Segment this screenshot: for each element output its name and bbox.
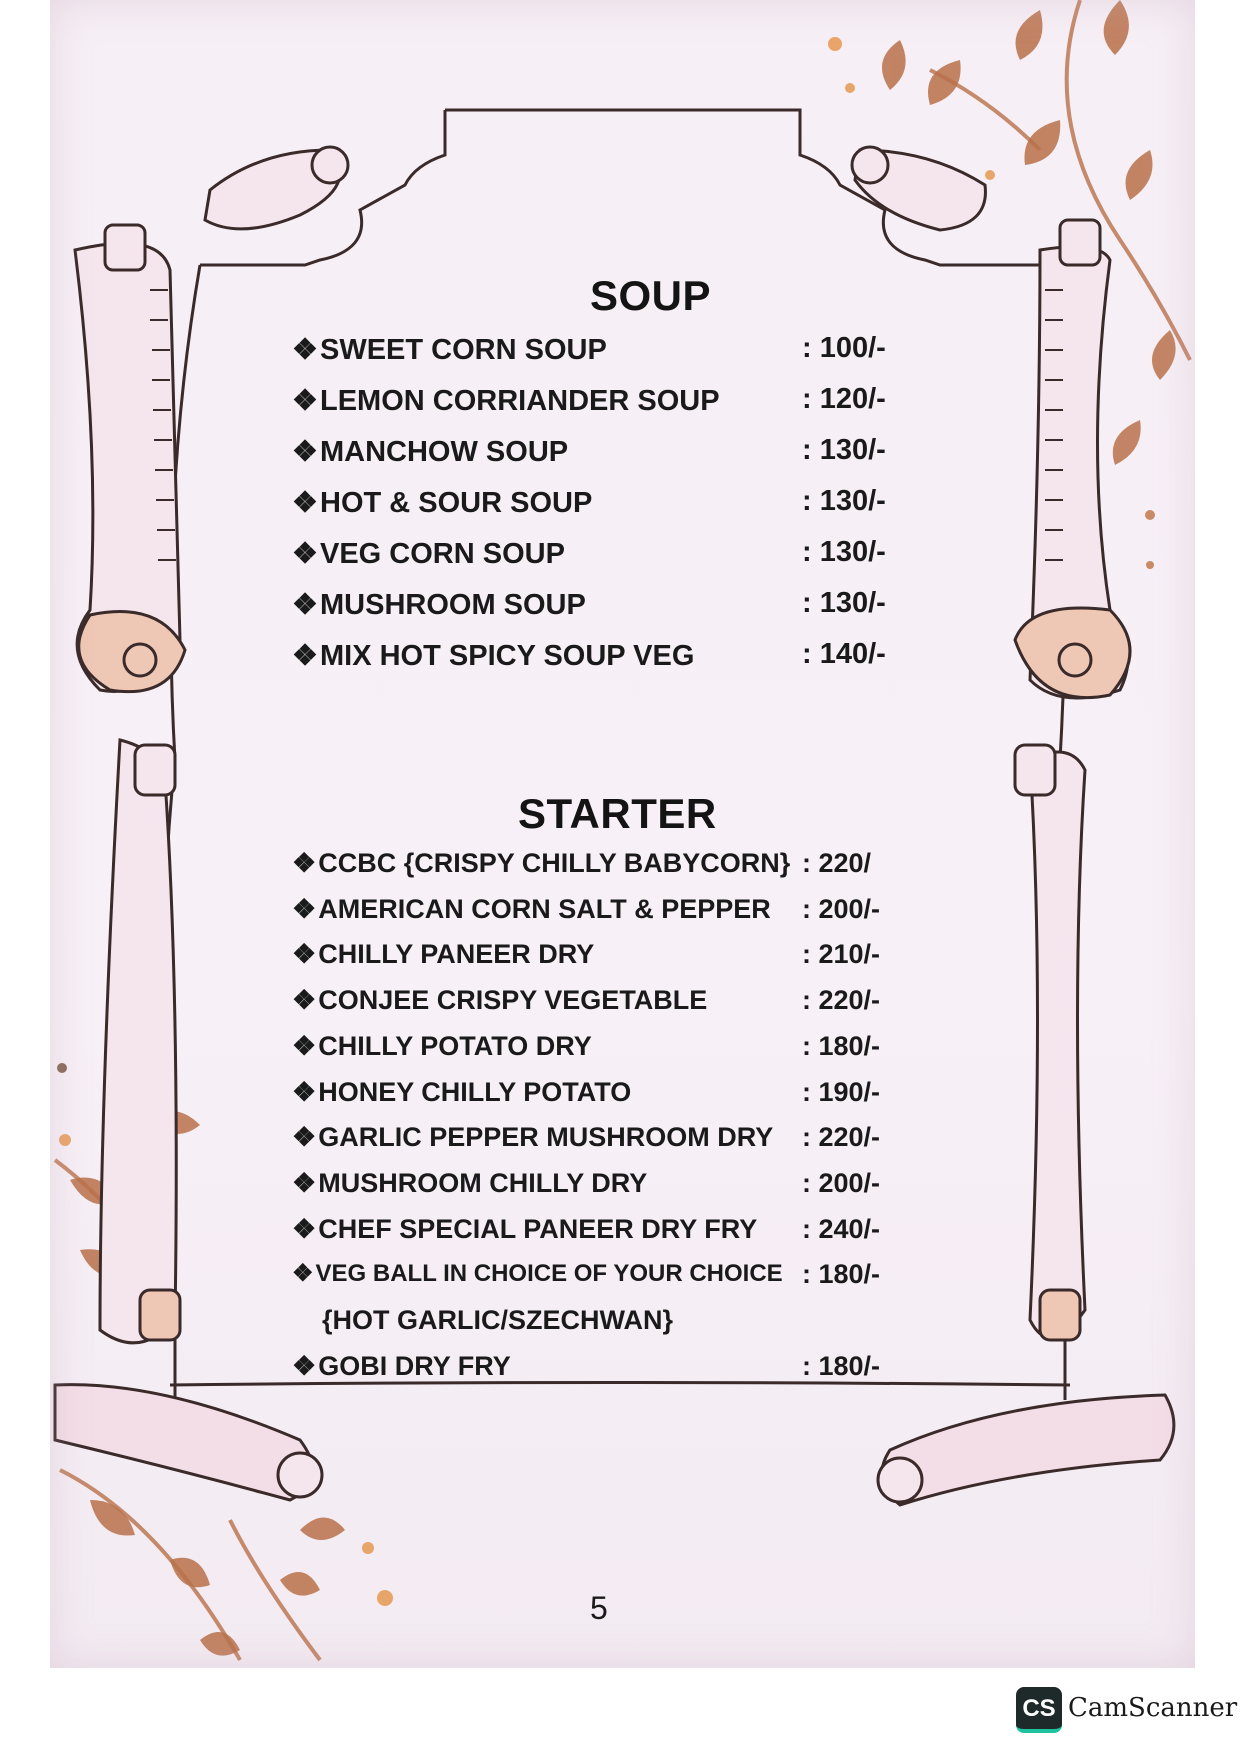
menu-item-price: : 210/-: [802, 939, 881, 970]
diamond-bullet-icon: ❖: [292, 985, 317, 1016]
starter-menu-item: [292, 894, 912, 934]
menu-item-price: : 180/-: [802, 1030, 881, 1061]
menu-item-name: [292, 1077, 631, 1108]
diamond-bullet-icon: ❖: [292, 1076, 317, 1107]
menu-item-name: [292, 485, 592, 520]
camscanner-brand: CamScanner: [1068, 1693, 1238, 1723]
diamond-bullet-icon: ❖: [292, 334, 318, 366]
menu-item-price: : 130/-: [802, 485, 886, 517]
starter-menu-item: [292, 1031, 912, 1071]
menu-item-label: MUSHROOM CHILLY DRY: [318, 1167, 648, 1198]
menu-item-name: [292, 1259, 783, 1288]
menu-item-price: : 200/-: [802, 1167, 881, 1198]
scroll-right-lower: [1015, 745, 1085, 1340]
menu-item-price: : 130/-: [802, 587, 886, 619]
starter-menu-item: [292, 1259, 912, 1299]
starter-menu-item: [292, 939, 912, 979]
camscanner-logo-icon: CS: [1016, 1687, 1062, 1733]
menu-item-price: : 180/-: [802, 1259, 881, 1290]
menu-item-name: [292, 848, 790, 879]
menu-item-label: SWEET CORN SOUP: [320, 334, 607, 366]
diamond-bullet-icon: ❖: [292, 1260, 314, 1288]
menu-item-label: GOBI DRY FRY: [318, 1350, 511, 1381]
diamond-bullet-icon: ❖: [292, 1122, 317, 1153]
starter-menu-item: [292, 1122, 912, 1162]
menu-item-label: HONEY CHILLY POTATO: [318, 1076, 632, 1107]
menu-item-label: CONJEE CRISPY VEGETABLE: [318, 985, 708, 1016]
menu-item-price: : 140/-: [802, 638, 886, 670]
soup-menu-item: [292, 332, 912, 372]
menu-item-name: [292, 1031, 592, 1062]
menu-item-label: VEG BALL IN CHOICE OF YOUR CHOICE: [315, 1260, 783, 1288]
menu-item-label: VEG CORN SOUP: [320, 538, 565, 570]
menu-item-price: : 240/-: [802, 1213, 881, 1244]
menu-item-label: AMERICAN CORN SALT & PEPPER: [318, 893, 771, 924]
menu-item-label: CHEF SPECIAL PANEER DRY FRY: [318, 1213, 758, 1244]
menu-item-name: [292, 536, 565, 571]
diamond-bullet-icon: ❖: [292, 538, 318, 570]
page-number: 5: [590, 1590, 608, 1626]
starter-menu-item: [292, 848, 912, 888]
soup-menu-item: [292, 536, 912, 576]
soup-menu-item: [292, 638, 912, 678]
soup-menu-item: [292, 434, 912, 474]
menu-item-price: : 100/-: [802, 332, 886, 364]
menu-item-label: LEMON CORRIANDER SOUP: [320, 385, 720, 417]
diamond-bullet-icon: ❖: [292, 385, 318, 417]
menu-item-label: CHILLY POTATO DRY: [318, 1030, 592, 1061]
menu-item-price: : 200/-: [802, 893, 881, 924]
menu-item-name: [292, 894, 771, 925]
menu-item-name: [292, 332, 607, 367]
scroll-left-lower: [100, 740, 180, 1343]
diamond-bullet-icon: ❖: [292, 1350, 317, 1381]
starter-heading: STARTER: [518, 790, 717, 837]
menu-item-name: [292, 434, 568, 469]
menu-item-name: [292, 1214, 757, 1245]
soup-menu-item: [292, 587, 912, 627]
menu-item-label: MIX HOT SPICY SOUP VEG: [320, 640, 695, 672]
menu-item-label: GARLIC PEPPER MUSHROOM DRY: [318, 1122, 774, 1153]
diamond-bullet-icon: ❖: [292, 436, 318, 468]
scroll-left-upper: [75, 225, 185, 692]
menu-item-name: [292, 939, 594, 970]
diamond-bullet-icon: ❖: [292, 1030, 317, 1061]
starter-menu-item: [292, 1351, 912, 1391]
diamond-bullet-icon: ❖: [292, 1213, 317, 1244]
soup-heading: SOUP: [590, 272, 712, 319]
starter-menu-item: [292, 1214, 912, 1254]
diamond-bullet-icon: ❖: [292, 1167, 317, 1198]
scroll-right-upper: [1015, 220, 1130, 698]
diamond-bullet-icon: ❖: [292, 893, 317, 924]
menu-item-label: HOT & SOUR SOUP: [320, 487, 593, 519]
diamond-bullet-icon: ❖: [292, 939, 317, 970]
menu-item-note: {HOT GARLIC/SZECHWAN}: [322, 1305, 673, 1335]
menu-item-label: CCBC {CRISPY CHILLY BABYCORN}: [318, 848, 791, 878]
starter-menu-item: [292, 1168, 912, 1208]
menu-item-price: : 220/-: [802, 985, 881, 1016]
menu-item-name: [292, 1351, 511, 1382]
diamond-bullet-icon: ❖: [292, 589, 318, 621]
menu-item-name: [292, 587, 586, 622]
menu-item-name: [292, 1168, 647, 1199]
menu-item-name: [292, 383, 720, 418]
soup-menu-item: [292, 383, 912, 423]
soup-menu-item: [292, 485, 912, 525]
diamond-bullet-icon: ❖: [292, 487, 318, 519]
menu-item-price: : 190/-: [802, 1076, 881, 1107]
menu-item-price: : 220/-: [802, 1122, 881, 1153]
menu-item-price: : 130/-: [802, 536, 886, 568]
menu-item-price: : 220/: [802, 848, 872, 878]
menu-item-label: CHILLY PANEER DRY: [318, 939, 595, 970]
menu-item-name: [292, 1122, 773, 1153]
diamond-bullet-icon: ❖: [292, 848, 317, 878]
menu-item-price: : 130/-: [802, 434, 886, 466]
menu-item-name: [292, 638, 694, 673]
menu-item-price: : 180/-: [802, 1350, 881, 1381]
diamond-bullet-icon: ❖: [292, 640, 318, 672]
menu-item-price: : 120/-: [802, 383, 886, 415]
starter-menu-item: [292, 1077, 912, 1117]
starter-menu-item: [292, 985, 912, 1025]
menu-item-label: MANCHOW SOUP: [320, 436, 569, 468]
menu-item-name: [292, 985, 707, 1016]
leaf-decoration-top-right: [882, 0, 1176, 465]
menu-item-label: MUSHROOM SOUP: [320, 589, 586, 621]
